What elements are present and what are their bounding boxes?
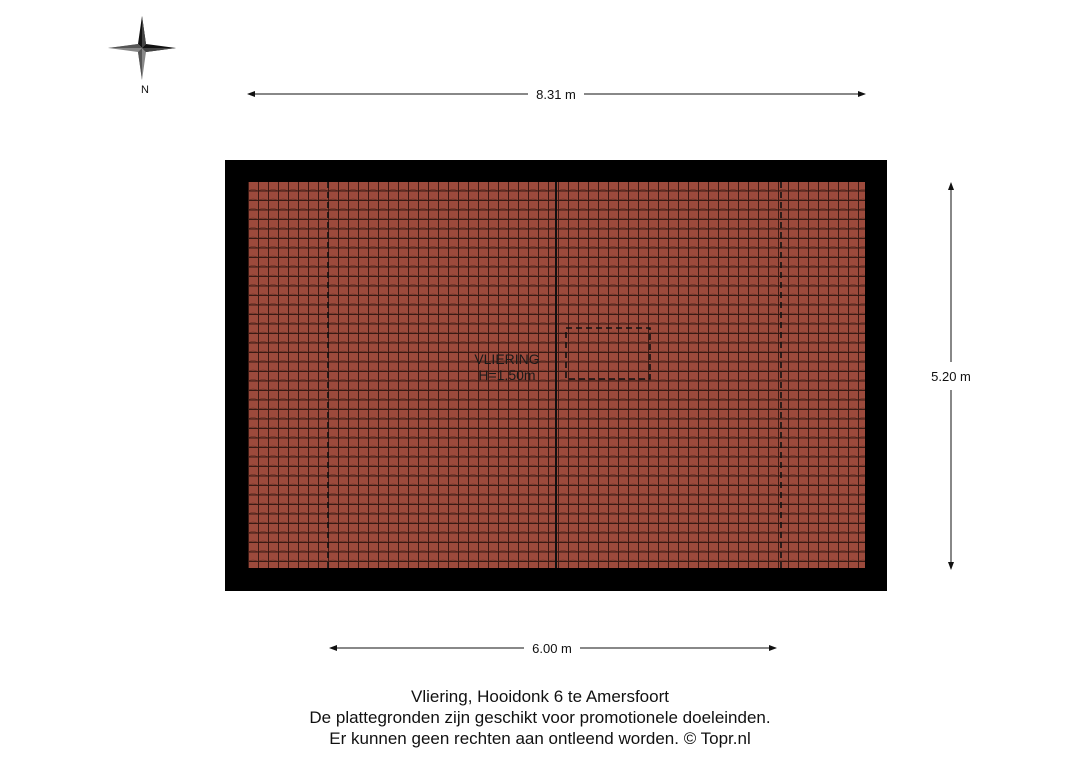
dimension-top — [248, 87, 865, 102]
dimension-top-label: 8.31 m — [536, 87, 576, 102]
dimension-right — [931, 183, 971, 569]
caption-disclaimer-1: De plattegronden zijn geschikt voor promotionele doeleinden. — [309, 708, 771, 727]
compass-north-label: N — [141, 84, 149, 96]
caption-disclaimer-2: Er kunnen geen rechten aan ontleend worden. © Topr.nl — [329, 729, 751, 748]
caption — [0, 686, 1080, 749]
room-height: H=1.50m — [478, 367, 536, 383]
caption-title: Vliering, Hooidonk 6 te Amersfoort — [411, 687, 669, 706]
dimension-bottom-label: 6.00 m — [532, 641, 572, 656]
dimension-right-label: 5.20 m — [931, 369, 971, 384]
dimension-bottom — [330, 641, 776, 656]
room-name: VLIERING — [474, 351, 540, 367]
compass-rose-icon — [108, 16, 176, 80]
